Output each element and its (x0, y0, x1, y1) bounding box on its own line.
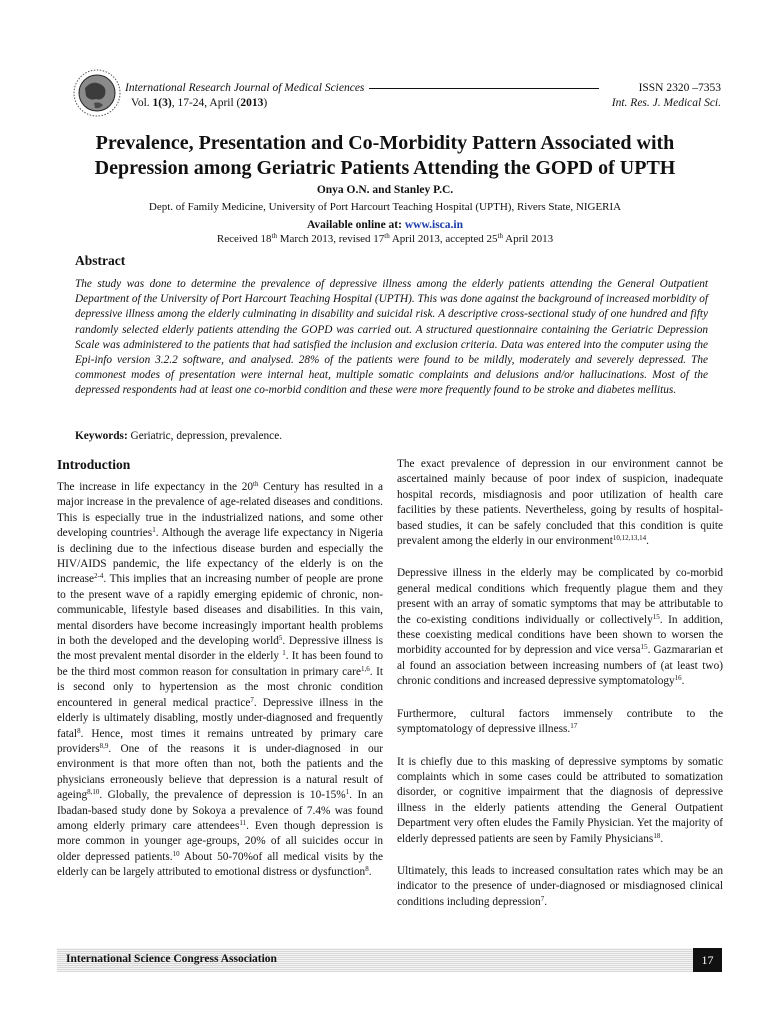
paper-title (60, 131, 710, 181)
received-dates: Received 18th March 2013, revised 17th April 2013, accepted 25th April 2013 (216, 232, 554, 245)
online-label: Available online at: (306, 219, 405, 231)
right-column (397, 457, 723, 927)
introduction-heading: Introduction (57, 457, 131, 472)
title-line-1: Prevalence, Presentation and Co-Morbidity Pattern Associated with (95, 132, 675, 154)
authors: Onya O.N. and Stanley P.C. (316, 184, 454, 196)
paragraph-cultural: Furthermore, cultural factors immensely contribute to the symptomatology of depressive illness.$^{17}$ (397, 707, 723, 736)
footer-label: International Science Congress Association (66, 953, 277, 965)
paragraph-prevalence: The exact prevalence of depression in our environment cannot be ascertained mainly because of poor index of suspicion, inadequate hospital records, misdiagnosis and poor utilization of health care facilities by these patients. Nevertheless, going by results of hospital-based studies, it can be safely concluded that this condition is quite prevalent among the elderly in our environment$^{10,12,13,14}$. (397, 458, 723, 548)
issn: ISSN 2320 –7353 (638, 82, 721, 94)
paragraph-comorbid: Depressive illness in the elderly may be complicated by co-morbid general medical conditions which frequently plague them and they present with an array of somatic symptoms that may be attributable to the co-existing conditions individually or collectively$^{15}$. In addition, these coexisting medical conditions have been shown to worsen the morbidity accounted for by depression and vice versa$^{15}$. Gazmararian et al found an association between increasing numbers of (at least two) chronic conditions and increased depressive symptomatology$^{16}$. (397, 567, 724, 688)
year: 2013 (240, 97, 264, 109)
abstract-heading: Abstract (75, 253, 126, 268)
volume-line (131, 97, 721, 109)
title-line-2: Depression among Geriatric Patients Attending the GOPD of UPTH (94, 157, 676, 179)
paragraph-masking: It is chiefly due to this masking of depressive symptoms by somatic complaints which in some cases could be attributed to somatization disorder, or cognitive impairment that the diagnosis of depressive illness in the elderly patients attending the General Outpatient Department very often eludes the Family Physician. Yet the majority of elderly depressed patients are seen by Family Physicians$^{18}$. (397, 755, 723, 845)
vol-issue: 1(3) (152, 97, 172, 109)
keywords-text: Geriatric, depression, prevalence. (127, 430, 283, 442)
journal-abbrev: Int. Res. J. Medical Sci. (611, 97, 721, 109)
vol-prefix: Vol. (131, 97, 153, 109)
pages-date-end: ) (263, 97, 268, 109)
paragraph-consultation: Ultimately, this leads to increased consultation rates which may be an indicator to the presence of under-diagnosed or misdiagnosed clinical conditions including depression$^7$. (397, 864, 723, 908)
affiliation: Dept. of Family Medicine, University of Port Harcourt Teaching Hospital (UPTH), Rivers State, NIGERIA (148, 201, 622, 213)
keywords (75, 430, 282, 442)
header-rule (369, 88, 599, 89)
journal-logo (72, 68, 122, 118)
page-number: 17 (693, 948, 722, 972)
introduction-text: The increase in life expectancy in the 20th Century has resulted in a major increase in the prevalence of age-related diseases and conditions. This is especially true in the industrialized nations, and some other developing countries$^1$. Although the average life expectancy in Nigeria is declining due to the infectious disease burden and especially the HIV/AIDS pandemic, the life expectancy of the elderly is on the increase$^{2-4}$. This implies that an increasing number of people are prone to the present wave of a rapidly emerging epidemic of chronic, non-communicable, lifestyle based diseases and disabilities. In this vain, mental disorders have become increasingly important health problems in both the developed and the developing world$^5$. Depressive illness is the most prevalent mental disorder in the elderly $^1$. It has been found to be the third most common reason for consultation in primary care$^{1,6}$. It is second only to hypertension as the most chronic condition encountered in general medical practice$^7$. Depressive illness in the elderly is ultimately disabling, mostly under-diagnosed and frequently fatal$^8$. Hence, most times it remains untreated by primary care providers$^{8,9}$. One of the reasons it is under-diagnosed in our environment is that more often than not, both the patients and the physicians erroneously believe that depression is a natural result of ageing$^{8,10}$. Globally, the prevalence of depression is 10-15%$^1$. In an Ibadan-based study done by Sokoya a prevalence of 7.4% was found among elderly primary care attendees$^{11}$. Even though depression is more common in younger age-groups, 20% of all suicides occur in older depressed patients.$^{10}$ About 50-70%of all medical visits by the elderly can be largely attributed to emotional distress or dysfunction$^8$. (57, 480, 384, 879)
journal-header-line (125, 82, 721, 94)
keywords-label: Keywords: (75, 430, 128, 442)
abstract-text: The study was done to determine the prevalence of depressive illness among the elderly patients attending the General Outpatient Department of the University of Port Harcourt Teaching Hospital (UPTH). This was done against the background of increased morbidity of depressive illness among the elderly culminating in disability and suicidal risk. A descriptive cross-sectional study of one hundred and fifty randomly selected elderly patients attending the GOPD was carried out. A structured questionnaire containing the Geriatric Depression Scale was administered to the patients that had satisfied the inclusion and exclusion criteria. Data was entered into the computer using the Epi-info version 3.2.2 software, and analysed. 28% of the patients were found to be mildly, moderately and severely depressed. The commonest modes of presentation were internal heat, multiple somatic complaints and delusions and/or hallucinations. Most of the depressed respondents had at least one co-morbid condition and these were more frequently found to be stroke and diabetes mellitus. (75, 278, 708, 397)
journal-link[interactable]: www.isca.in (404, 219, 463, 231)
journal-name: International Research Journal of Medical Sciences (125, 82, 365, 94)
available-online (60, 219, 710, 231)
pages-date: , 17-24, April ( (171, 97, 241, 109)
